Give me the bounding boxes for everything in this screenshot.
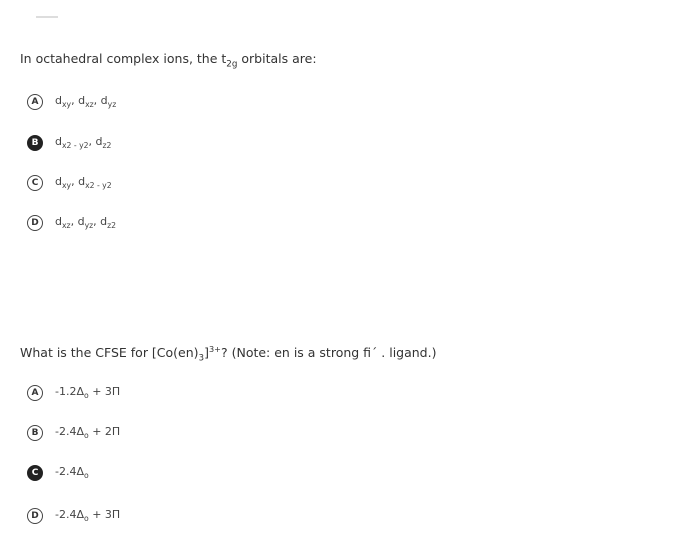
q1-option-a-badge: A — [27, 94, 43, 110]
q2-option-c-text: $-2.4\Delta_o$ — [55, 465, 89, 481]
header-smudge — [36, 16, 58, 18]
q1-option-a-text: $d_{xy}$, $d_{xz}$, $d_{yz}$ — [55, 94, 117, 110]
q1-option-d-text: $d_{xz}$, $d_{yz}$, $d_{z2}$ — [55, 215, 117, 231]
q1-option-b[interactable] — [27, 135, 111, 151]
q1-option-c-text: $d_{xy}$, $d_{x2 - y2}$ — [55, 175, 112, 191]
q1-option-c-badge: C — [27, 175, 43, 191]
question-2-text: What is the CFSE for $[Co(en)_3]^{3+}$? (Note: en is a strong fi´ . ligand.) — [20, 344, 437, 364]
q2-option-c[interactable] — [27, 465, 89, 481]
q1-option-d[interactable] — [27, 215, 116, 231]
question-1-text: In octahedral complex ions, the $t_{2g}$ orbitals are: — [20, 51, 317, 70]
q2-option-b[interactable] — [27, 425, 120, 441]
q2-option-b-text: $-2.4\Delta_o + 2\Pi$ — [55, 425, 121, 441]
q1-option-b-badge: B — [27, 135, 43, 151]
q1-option-b-text: $d_{x2 - y2}$, $d_{z2}$ — [55, 135, 112, 151]
q1-option-a[interactable] — [27, 94, 116, 110]
q1-option-d-badge: D — [27, 215, 43, 231]
q2-option-a-text: $-1.2\Delta_o + 3\Pi$ — [55, 385, 121, 401]
q2-option-a[interactable] — [27, 385, 120, 401]
q2-option-d-badge: D — [27, 508, 43, 524]
q2-option-d-text: $-2.4\Delta_o + 3\Pi$ — [55, 508, 121, 524]
q2-option-c-badge: C — [27, 465, 43, 481]
q2-option-a-badge: A — [27, 385, 43, 401]
q2-option-d[interactable] — [27, 508, 120, 524]
q2-option-b-badge: B — [27, 425, 43, 441]
q1-option-c[interactable] — [27, 175, 112, 191]
